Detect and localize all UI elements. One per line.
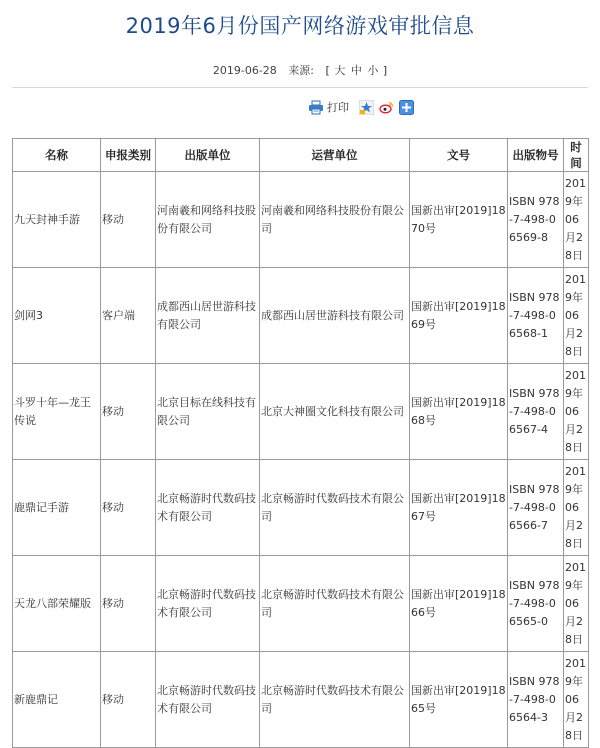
column-header-operator: 运营单位 <box>260 139 410 172</box>
publisher-cell: 北京畅游时代数码技术有限公司 <box>156 652 260 748</box>
game-name-cell: 斗罗十年—龙王传说 <box>13 364 101 460</box>
category-cell: 移动 <box>101 652 156 748</box>
publisher-cell: 北京畅游时代数码技术有限公司 <box>156 460 260 556</box>
table-row <box>13 460 589 556</box>
article-toolbar <box>308 98 419 116</box>
isbn-cell: ISBN 978-7-498-06564-3 <box>508 652 564 748</box>
operator-cell: 河南羲和网络科技股份有限公司 <box>260 172 410 268</box>
operator-cell: 北京大神圈文化科技有限公司 <box>260 364 410 460</box>
qzone-share-icon[interactable] <box>359 100 379 115</box>
isbn-cell: ISBN 978-7-498-06568-1 <box>508 268 564 364</box>
publisher-cell: 北京畅游时代数码技术有限公司 <box>156 556 260 652</box>
category-cell: 移动 <box>101 172 156 268</box>
weibo-share-icon[interactable] <box>379 100 399 115</box>
table-row <box>13 268 589 364</box>
table-row <box>13 556 589 652</box>
table-row <box>13 364 589 460</box>
isbn-cell: ISBN 978-7-498-06565-0 <box>508 556 564 652</box>
game-name-cell: 鹿鼎记手游 <box>13 460 101 556</box>
font-size-small-link[interactable]: 小 <box>367 64 379 77</box>
publish-date: 2019-06-28 <box>212 64 277 77</box>
operator-cell: 北京畅游时代数码技术有限公司 <box>260 652 410 748</box>
publisher-cell: 成都西山居世游科技有限公司 <box>156 268 260 364</box>
operator-cell: 北京畅游时代数码技术有限公司 <box>260 556 410 652</box>
approval-no-cell: 国新出审[2019]1870号 <box>410 172 508 268</box>
column-header-date: 时间 <box>564 139 589 172</box>
approval-table <box>12 138 589 748</box>
table-header-row <box>13 139 589 172</box>
header-divider <box>12 87 588 88</box>
date-cell: 2019年06月28日 <box>564 556 589 652</box>
date-cell: 2019年06月28日 <box>564 268 589 364</box>
game-name-cell: 天龙八部荣耀版 <box>13 556 101 652</box>
article-meta <box>0 62 600 78</box>
category-cell: 移动 <box>101 364 156 460</box>
date-cell: 2019年06月28日 <box>564 652 589 748</box>
approval-no-cell: 国新出审[2019]1868号 <box>410 364 508 460</box>
print-link[interactable]: 打印 <box>327 101 349 114</box>
date-cell: 2019年06月28日 <box>564 172 589 268</box>
isbn-cell: ISBN 978-7-498-06566-7 <box>508 460 564 556</box>
approval-no-cell: 国新出审[2019]1869号 <box>410 268 508 364</box>
category-cell: 移动 <box>101 460 156 556</box>
column-header-publisher: 出版单位 <box>156 139 260 172</box>
game-name-cell: 九天封神手游 <box>13 172 101 268</box>
date-cell: 2019年06月28日 <box>564 364 589 460</box>
publisher-cell: 河南羲和网络科技股份有限公司 <box>156 172 260 268</box>
column-header-approval-no: 文号 <box>410 139 508 172</box>
font-size-medium-link[interactable]: 中 <box>350 64 362 77</box>
category-cell: 客户端 <box>101 268 156 364</box>
column-header-category: 申报类别 <box>101 139 156 172</box>
page-title: 2019年6月份国产网络游戏审批信息 <box>125 14 475 38</box>
approval-no-cell: 国新出审[2019]1867号 <box>410 460 508 556</box>
publisher-cell: 北京目标在线科技有限公司 <box>156 364 260 460</box>
game-name-cell: 剑网3 <box>13 268 101 364</box>
font-size-switcher: [ 大 中 小 ] <box>325 64 388 77</box>
game-name-cell: 新鹿鼎记 <box>13 652 101 748</box>
category-cell: 移动 <box>101 556 156 652</box>
font-size-large-link[interactable]: 大 <box>334 64 346 77</box>
column-header-isbn: 出版物号 <box>508 139 564 172</box>
date-cell: 2019年06月28日 <box>564 460 589 556</box>
approval-no-cell: 国新出审[2019]1866号 <box>410 556 508 652</box>
operator-cell: 北京畅游时代数码技术有限公司 <box>260 460 410 556</box>
operator-cell: 成都西山居世游科技有限公司 <box>260 268 410 364</box>
column-header-name: 名称 <box>13 139 101 172</box>
approval-no-cell: 国新出审[2019]1865号 <box>410 652 508 748</box>
more-share-icon[interactable] <box>399 100 419 115</box>
printer-icon[interactable] <box>308 100 324 115</box>
isbn-cell: ISBN 978-7-498-06569-8 <box>508 172 564 268</box>
isbn-cell: ISBN 978-7-498-06567-4 <box>508 364 564 460</box>
table-row <box>13 172 589 268</box>
table-row <box>13 652 589 748</box>
source-label: 来源: <box>288 64 315 77</box>
